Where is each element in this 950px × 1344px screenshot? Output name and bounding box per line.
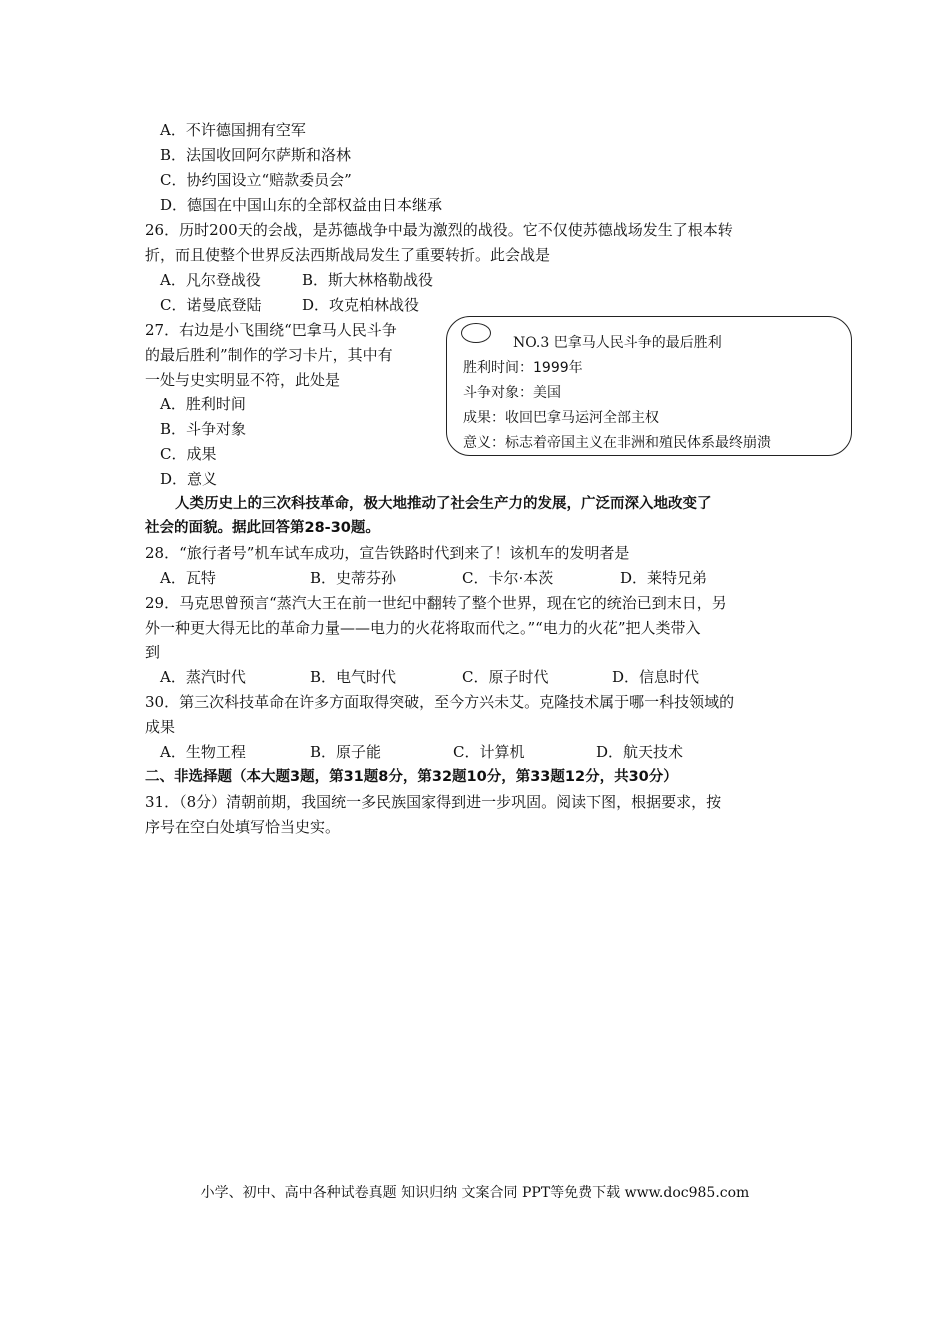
q27-option-a: A．胜利时间 <box>160 395 246 413</box>
card-line-time: 胜利时间：1999年 <box>463 360 583 376</box>
q28-stem: 28．“旅行者号”机车试车成功，宣告铁路时代到来了！该机车的发明者是 <box>145 544 630 562</box>
q27-stem-line1: 27．右边是小飞围绕“巴拿马人民斗争 <box>145 321 397 339</box>
q28-option-d: D．莱特兄弟 <box>620 569 708 587</box>
intro-line2: 社会的面貌。据此回答第28-30题。 <box>145 520 380 536</box>
q30-option-c: C．计算机 <box>453 743 525 761</box>
q29-option-a: A．蒸汽时代 <box>160 668 246 686</box>
q26-stem-line1: 26．历时200天的会战，是苏德战争中最为激烈的战役。它不仅使苏德战场发生了根本转 <box>145 221 733 239</box>
q26-option-d: D．攻克柏林战役 <box>302 296 420 314</box>
q29-stem-line1: 29．马克思曾预言“蒸汽大王在前一世纪中翻转了整个世界，现在它的统治已到末日，另 <box>145 594 727 612</box>
q25-option-d: D．德国在中国山东的全部权益由日本继承 <box>160 196 443 214</box>
q29-option-d: D．信息时代 <box>612 668 700 686</box>
q27-option-d: D．意义 <box>160 470 218 488</box>
intro-line1: 人类历史上的三次科技革命，极大地推动了社会生产力的发展，广泛而深入地改变了 <box>175 496 712 512</box>
q27-option-c: C．成果 <box>160 445 217 463</box>
q26-option-b: B．斯大林格勒战役 <box>302 271 434 289</box>
page-footer: 小学、初中、高中各种试卷真题 知识归纳 文案合同 PPT等免费下载 www.doc985.com <box>200 1185 750 1201</box>
q26-stem-line2: 折，而且使整个世界反法西斯战局发生了重要转折。此会战是 <box>145 246 551 264</box>
q30-option-b: B．原子能 <box>310 743 382 761</box>
q31-stem-line2: 序号在空白处填写恰当史实。 <box>145 818 341 836</box>
card-title: NO.3 巴拿马人民斗争的最后胜利 <box>513 335 722 351</box>
card-punch-hole <box>461 323 491 343</box>
q30-stem-line1: 30．第三次科技革命在许多方面取得突破，至今方兴未艾。克隆技术属于哪一科技领域的 <box>145 693 735 711</box>
q28-option-a: A．瓦特 <box>160 569 216 587</box>
section2-heading: 二、非选择题（本大题3题，第31题8分，第32题10分，第33题12分，共30分） <box>145 769 678 785</box>
q28-option-c: C．卡尔·本茨 <box>462 569 554 587</box>
q25-option-c: C．协约国设立“赔款委员会” <box>160 171 352 189</box>
q29-option-c: C．原子时代 <box>462 668 549 686</box>
q30-option-d: D．航天技术 <box>596 743 684 761</box>
q30-option-a: A．生物工程 <box>160 743 246 761</box>
card-line-target: 斗争对象：美国 <box>463 385 561 401</box>
q29-stem-line2: 外一种更大得无比的革命力量——电力的火花将取而代之。”“电力的火花”把人类带入 <box>145 619 701 637</box>
q29-stem-line3: 到 <box>145 643 161 661</box>
q30-stem-line2: 成果 <box>145 718 176 736</box>
card-line-result: 成果：收回巴拿马运河全部主权 <box>463 410 659 426</box>
study-card <box>446 316 852 456</box>
q26-option-a: A．凡尔登战役 <box>160 271 261 289</box>
q27-stem-line3: 一处与史实明显不符，此处是 <box>145 371 341 389</box>
q31-stem-line1: 31．（8分）清朝前期，我国统一多民族国家得到进一步巩固。阅读下图，根据要求，按 <box>145 793 722 811</box>
q25-option-b: B．法国收回阿尔萨斯和洛林 <box>160 146 352 164</box>
q25-option-a: A．不许德国拥有空军 <box>160 121 306 139</box>
q28-option-b: B．史蒂芬孙 <box>310 569 397 587</box>
q27-stem-line2: 的最后胜利”制作的学习卡片，其中有 <box>145 346 393 364</box>
q27-option-b: B．斗争对象 <box>160 420 247 438</box>
card-line-meaning: 意义：标志着帝国主义在非洲和殖民体系最终崩溃 <box>463 435 771 451</box>
q26-option-c: C．诺曼底登陆 <box>160 296 262 314</box>
q29-option-b: B．电气时代 <box>310 668 397 686</box>
